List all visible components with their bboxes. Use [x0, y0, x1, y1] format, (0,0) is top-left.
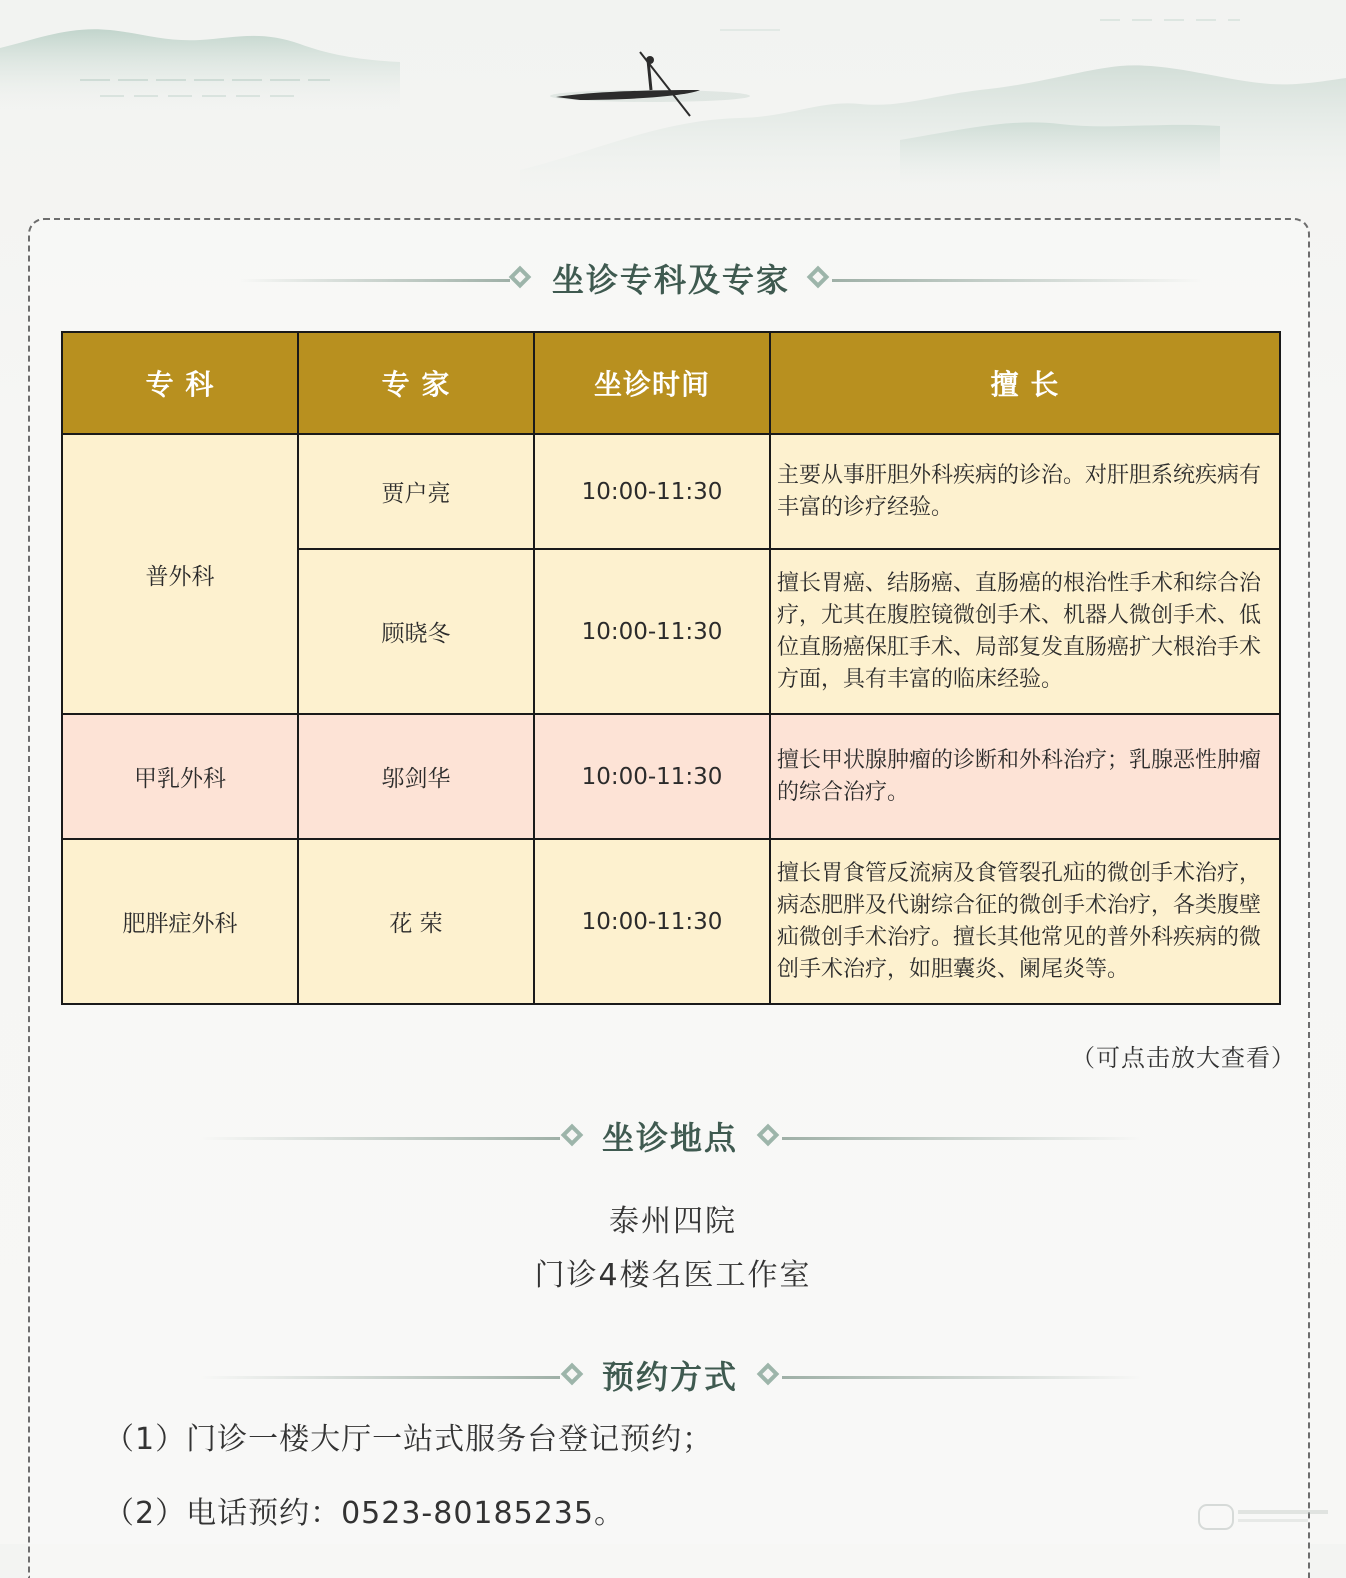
expert-name-cell: 花 荣	[298, 839, 534, 1004]
section-heading-experts	[0, 260, 1346, 300]
column-header-time: 坐诊时间	[534, 332, 770, 434]
time-cell: 10:00-11:30	[534, 549, 770, 714]
divider-line-left	[240, 279, 510, 282]
diamond-ornament-icon	[757, 1363, 780, 1386]
table-row	[62, 714, 1280, 839]
table-row	[62, 839, 1280, 1004]
department-cell: 肥胖症外科	[62, 839, 298, 1004]
section-heading-booking	[0, 1357, 1346, 1397]
section-title-experts: 坐诊专科及专家	[551, 261, 790, 299]
diamond-ornament-icon	[509, 266, 532, 289]
location-room: 门诊4楼名医工作室	[534, 1258, 812, 1293]
column-header-expert: 专 家	[298, 332, 534, 434]
divider-line-right	[782, 1137, 1142, 1140]
divider-line-right	[782, 1376, 1142, 1379]
location-hospital: 泰州四院	[609, 1204, 737, 1239]
expert-schedule-table[interactable]	[61, 331, 1281, 1005]
specialty-cell: 主要从事肝胆外科疾病的诊治。对肝胆系统疾病有丰富的诊疗经验。	[770, 434, 1280, 549]
column-header-specialty: 擅 长	[770, 332, 1280, 434]
table-header-row	[62, 332, 1280, 434]
diamond-ornament-icon	[561, 1124, 584, 1147]
ink-landscape-banner	[0, 0, 1346, 210]
section-heading-location	[0, 1118, 1346, 1158]
time-cell: 10:00-11:30	[534, 714, 770, 839]
diamond-ornament-icon	[757, 1124, 780, 1147]
time-cell: 10:00-11:30	[534, 434, 770, 549]
booking-method-2: （2）电话预约：0523-80185235。	[104, 1496, 625, 1531]
site-watermark-logo	[1198, 1502, 1334, 1532]
department-cell: 甲乳外科	[62, 714, 298, 839]
specialty-cell: 擅长甲状腺肿瘤的诊断和外科治疗；乳腺恶性肿瘤的综合治疗。	[770, 714, 1280, 839]
divider-line-left	[200, 1137, 560, 1140]
table-row	[62, 434, 1280, 549]
specialty-cell: 擅长胃食管反流病及食管裂孔疝的微创手术治疗，病态肥胖及代谢综合征的微创手术治疗，各类腹壁疝微创手术治疗。擅长其他常见的普外科疾病的微创手术治疗，如胆囊炎、阑尾炎等。	[770, 839, 1280, 1004]
section-title-location: 坐诊地点	[601, 1119, 738, 1157]
specialty-cell: 擅长胃癌、结肠癌、直肠癌的根治性手术和综合治疗，尤其在腹腔镜微创手术、机器人微创手术、低位直肠癌保肛手术、局部复发直肠癌扩大根治手术方面，具有丰富的临床经验。	[770, 549, 1280, 714]
divider-line-left	[200, 1376, 560, 1379]
column-header-department: 专 科	[62, 332, 298, 434]
divider-line-right	[832, 279, 1202, 282]
zoom-hint-text: （可点击放大查看）	[1071, 1044, 1296, 1072]
diamond-ornament-icon	[807, 266, 830, 289]
time-cell: 10:00-11:30	[534, 839, 770, 1004]
section-title-booking: 预约方式	[601, 1358, 738, 1396]
expert-name-cell: 贾户亮	[298, 434, 534, 549]
expert-name-cell: 顾晓冬	[298, 549, 534, 714]
department-cell: 普外科	[62, 434, 298, 714]
expert-name-cell: 邬剑华	[298, 714, 534, 839]
diamond-ornament-icon	[561, 1363, 584, 1386]
booking-method-1: （1）门诊一楼大厅一站式服务台登记预约；	[104, 1422, 714, 1457]
